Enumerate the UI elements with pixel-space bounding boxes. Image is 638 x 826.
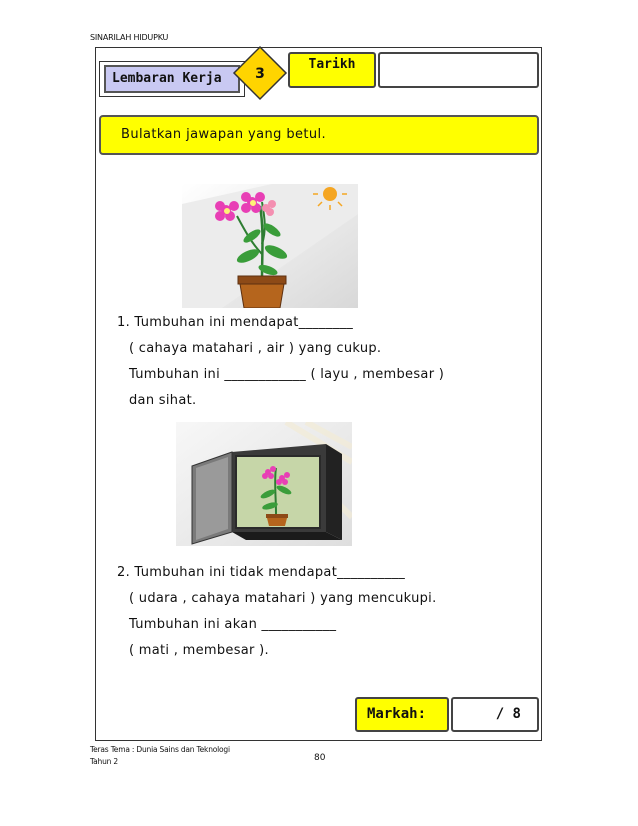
score-field[interactable]: / 8 [451,697,539,732]
book-title: SINARILAH HIDUPKU [90,33,169,42]
instruction-banner: Bulatkan jawapan yang betul. [99,115,539,155]
footer-theme: Teras Tema : Dunia Sains dan Teknologi [90,745,230,754]
plant-sunlight-image [182,184,358,308]
worksheet-number-badge [232,45,288,101]
question-1-line-4: dan sihat. [129,393,197,408]
question-1-line-2: ( cahaya matahari , air ) yang cukup. [129,341,382,356]
date-label: Tarikh [288,52,376,88]
page-number: 80 [314,753,326,763]
question-1-line-1: 1. Tumbuhan ini mendapat________ [117,315,354,330]
pot-icon [238,276,286,308]
question-1-line-3: Tumbuhan ini ____________ ( layu , membesar ) [129,367,445,382]
question-2 [117,560,437,664]
score-label: Markah: [355,697,449,732]
footer-year: Tahun 2 [90,757,118,766]
date-field[interactable] [378,52,539,88]
question-2-line-2: ( udara , cahaya matahari ) yang mencukupi. [129,591,437,606]
question-2-line-4: ( mati , membesar ). [129,643,269,658]
question-2-line-3: Tumbuhan ini akan ___________ [129,617,337,632]
plant-in-cupboard-image [176,422,352,546]
worksheet-number: 3 [255,66,265,82]
question-2-line-1: 2. Tumbuhan ini tidak mendapat__________ [117,565,406,580]
question-1 [117,310,444,414]
worksheet-label: Lembaran Kerja [104,65,240,93]
